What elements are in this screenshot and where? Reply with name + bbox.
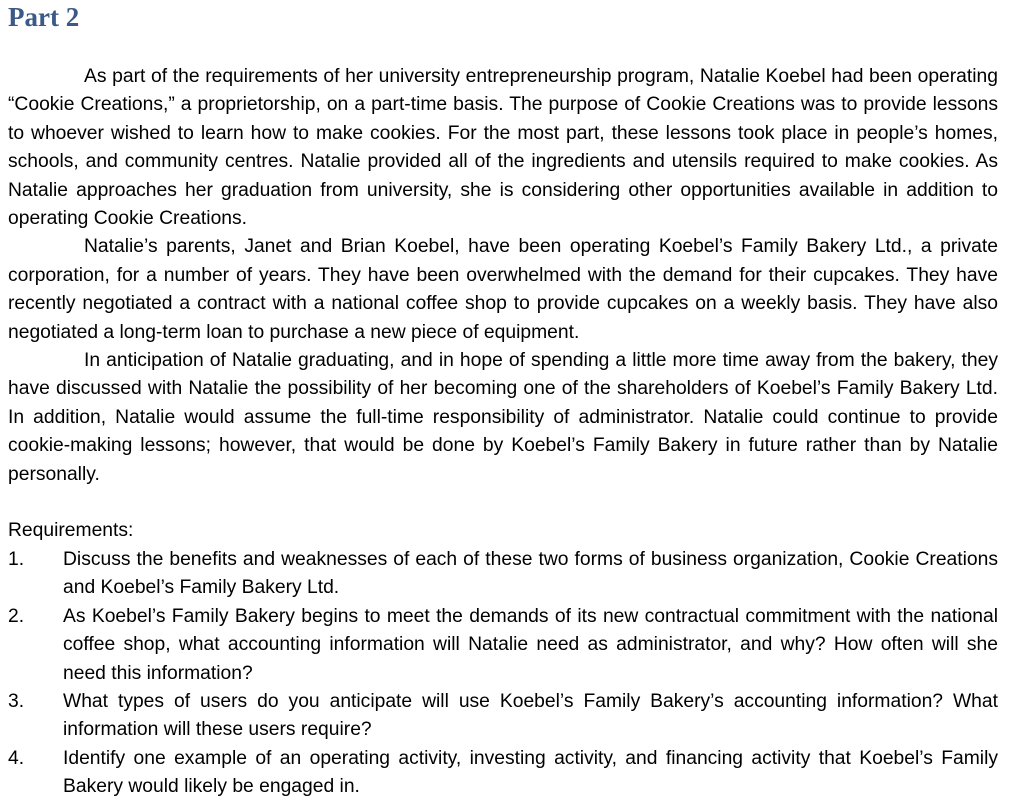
document-page [8, 0, 998, 802]
list-item [8, 546, 998, 603]
list-item-number: 3. [8, 690, 25, 712]
list-item-number: 4. [8, 747, 25, 769]
list-item-text: Identify one example of an operating activity, investing activity, and financing activity that Koebel’s Family Bakery would likely be engaged in. [63, 747, 998, 798]
list-item-number: 1. [8, 548, 25, 570]
list-item [8, 603, 998, 688]
list-item-number: 2. [8, 605, 25, 627]
list-item-text: What types of users do you anticipate will use Koebel’s Family Bakery’s accounting information? What information will these users require? [63, 690, 998, 741]
list-item-text: As Koebel’s Family Bakery begins to meet the demands of its new contractual commitment with the national coffee shop, what accounting information will Natalie need as administrator, and why? How often will she need this information? [63, 605, 998, 684]
document-body [8, 63, 998, 802]
paragraph-3: In anticipation of Natalie graduating, and in hope of spending a little more time away from the bakery, they have discussed with Natalie the possibility of her becoming one of the shareholders of Koebel’s Family Bakery Ltd. In addition, Natalie would assume the full-time responsibility of administrator. Natalie could continue to provide cookie-making lessons; however, that would be done by Koebel’s Family Bakery in future rather than by Natalie personally. [8, 350, 998, 485]
paragraph-2: Natalie’s parents, Janet and Brian Koebel, have been operating Koebel’s Family Bakery Ltd., a private corporation, for a number of years. They have been overwhelmed with the demand for their cupcakes. They have recently negotiated a contract with a national coffee shop to provide cupcakes on a weekly basis. They have also negotiated a long-term loan to purchase a new piece of equipment. [8, 236, 998, 343]
list-item-text: Discuss the benefits and weaknesses of each of these two forms of business organization, Cookie Creations and Koebel’s Family Bakery Ltd. [63, 548, 998, 599]
page-title: Part 2 [8, 2, 80, 32]
requirements-list [8, 546, 998, 802]
paragraph-1: As part of the requirements of her university entrepreneurship program, Natalie Koebel had been operating “Cookie Creations,” a proprietorship, on a part-time basis. The purpose of Cookie Creations was to provide lessons to whoever wished to learn how to make cookies. For the most part, these lessons took place in people’s homes, schools, and community centres. Natalie provided all of the ingredients and utensils required to make cookies. As Natalie approaches her graduation from university, she is considering other opportunities available in addition to operating Cookie Creations. [8, 66, 998, 230]
list-item [8, 745, 998, 802]
requirements-heading: Requirements: [8, 520, 134, 542]
list-item [8, 688, 998, 745]
